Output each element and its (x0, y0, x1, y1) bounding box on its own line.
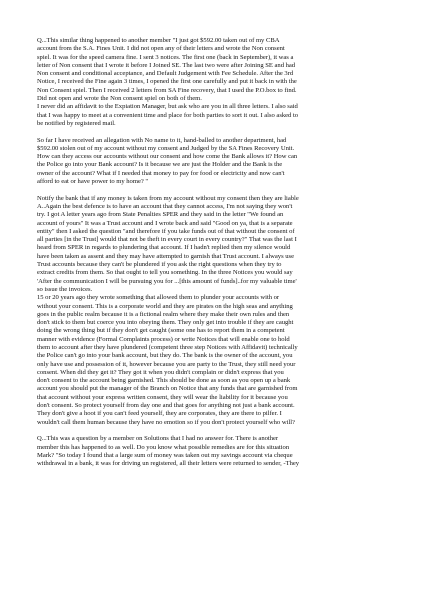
text-line: consent. When did they get it? They got it when you didn't complain or didn't express that you (37, 368, 284, 376)
text-line: them to account after they have plundered (competent three step Notices with Affidavit) technically (37, 343, 298, 351)
text-line: Notice, I received the Fine again 3 times, I opened the first one carefully and put it back in with the (37, 78, 297, 86)
text-line: the Police can't go into your bank account, but they do. The bank is the owner of the account, you (37, 352, 293, 360)
text-line: goes in the public realm because it is a fictional realm where they make their own rules and then (37, 310, 290, 318)
text-line: spiel. It was for the speed camera fine. I sent 3 notices. The first one (back in September), it was a (37, 53, 294, 61)
paragraph-q1 (37, 37, 391, 128)
text-line: member this has happened to as well. Do you know what possible remedies are for this situation (37, 443, 290, 451)
text-line: account from the S.A. Fines Unit. I did not open any of their letters and wrote the Non consent (37, 45, 285, 53)
text-line: don't stick to them but coerce you into obeying them. They only get into trouble if they are caught (37, 319, 294, 327)
text-line: Mark? "So today I found that a large sum of money was taken out my savings account via cheque (37, 451, 293, 459)
text-line: heard from SPER in regards to plundering that account. If I hadn't replied then my silence would (37, 244, 291, 252)
text-line: entity" then I asked the question "and therefore if you take funds out of that without the consent of (37, 227, 295, 235)
text-line: account you should put the manager of the Branch on Notice that any funds that are garnished from (37, 385, 298, 393)
text-line: wouldn't call them human because they have no emotion so if you don't protect yourself who will? (37, 418, 295, 426)
text-line: don't consent. So protect yourself from day one and that goes for anything not just a bank account. (37, 402, 295, 410)
text-line: be notified by registered mail. (37, 119, 116, 127)
text-line: don't consent to the account being garnished. This should be done as soon as you open up a bank (37, 377, 291, 385)
text-line: letter of Non consent that I wrote it before I Joined SE. The last two were after Joining SE and had (37, 61, 296, 69)
text-line: Q...This similar thing happened to another member "I just got $592.00 taken out of my CBA (37, 37, 280, 44)
document-page (37, 37, 391, 477)
paragraph-notify (37, 195, 391, 427)
text-line: Notify the bank that if any money is taken from my account without my consent then they are liable (37, 194, 299, 202)
text-line: Non consent and conditional acceptance, and Default Judgement with Fee Schedule. After the 3rd (37, 70, 294, 78)
text-line: Q...This was a question by a member on Solutions that I had no answer for. There is another (37, 435, 279, 443)
text-line: have been taken as assent and they may have attempted to garnish that Trust account. I always use (37, 252, 294, 260)
text-line: try. I got A letter years ago from State Penalties SPER and they said in the letter "We found an (37, 211, 284, 219)
text-line: manner with evidence (Formal Complaints process) or write Notices that will enable one to hold (37, 335, 290, 343)
text-line: A..Again the best defence is to have an account that they cannot access, I'm not saying they won't (37, 202, 293, 210)
text-line: that I was happy to meet at a convenient time and place for both parties to sort it out. I also asked to (37, 111, 299, 119)
text-line: 15 or 20 years ago they wrote something that allowed them to plunder your accounts with or (37, 294, 280, 302)
text-line: They don't give a hoot if you can't feed yourself, they are corporates, they are there to pilfer. I (37, 410, 282, 418)
text-line: Non Consent spiel. Then I received 2 letters from SA Fine recovery, that I used the P.O.box to find. (37, 86, 297, 94)
text-line: So far I have received an allegation with No name to it, hand-balled to another department, had (37, 136, 287, 144)
text-line: all parties [in the Trust] would that not be theft in every court in every country?" That was the last I (37, 236, 297, 244)
text-line: so issue the invoices. (37, 285, 93, 293)
text-line: extract credits from them. So that ought to tell you something. In the three Notices you would say (37, 269, 293, 277)
text-line: owner of the account? What if I needed that money to pay for food or electricity and now can't (37, 169, 285, 177)
text-line: afford to eat or have power to my home? " (37, 178, 149, 186)
paragraph-q2 (37, 435, 391, 468)
text-line: without your consent. This is a corporate world and they are pirates on the high seas and anything (37, 302, 293, 310)
text-line: doing the wrong thing but if they don't get caught (some one has to report them in a competent (37, 327, 285, 335)
text-line: the Police go into your Bank account? Is it because we are just the Holder and the Bank is the (37, 161, 283, 169)
text-line: account of yours" It was a Trust account and I wrote back and said "Good on ya, that is a separate (37, 219, 293, 227)
text-line: $592.00 stolen out of my account without my consent and Judged by the SA Fines Recovery Unit. (37, 144, 295, 152)
text-line: How can they access our accounts without our consent and how come the Bank allows it? How can (37, 153, 298, 161)
text-line: only have use and possession of it, however because you are party to the Trust, they still need your (37, 360, 296, 368)
text-line: that account without your express written consent, they will wear the liability for it because you (37, 393, 288, 401)
paragraph-allegation (37, 137, 391, 187)
text-line: Trust accounts because they can't be plundered if you ask the right questions when they try to (37, 261, 282, 269)
text-line: I never did an affidavit to the Expiation Manager, but ask who are you in all three letters. I also said (37, 103, 298, 111)
text-line: 'After the communication I will be pursuing you for ...[this amount of funds]..for my valuable time' (37, 277, 297, 285)
text-line: withdrawal in a bank, it was for driving un registered, all their letters were returned to sender, -They (37, 460, 300, 468)
text-line: Did not open and wrote the Non consent spiel on both of them. (37, 95, 202, 103)
